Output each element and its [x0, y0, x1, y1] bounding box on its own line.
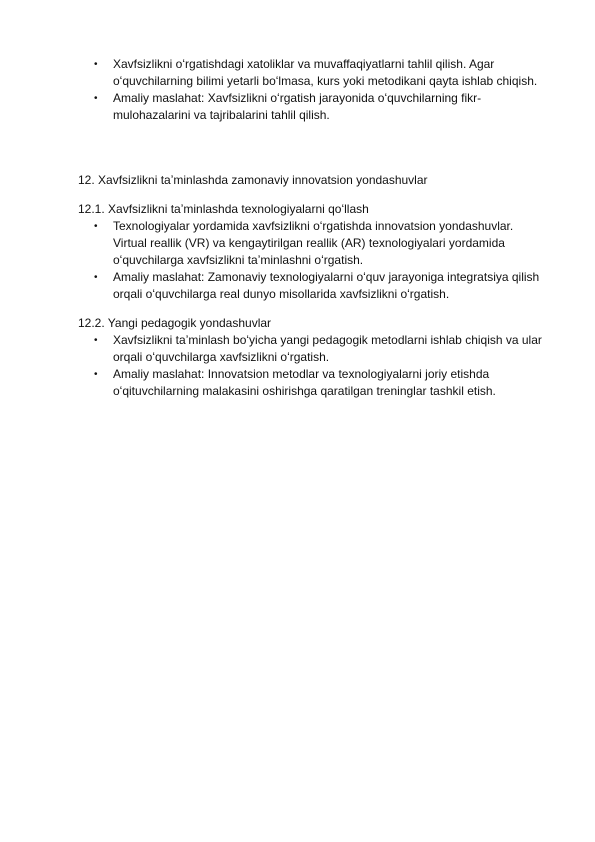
list-item: [78, 366, 550, 400]
bullet-list-12-1: [78, 218, 550, 303]
list-item: [78, 90, 550, 124]
watermark-tile: [40, 580, 158, 640]
bullet-glyph: •: [94, 335, 98, 346]
list-item-text: Texnologiyalar yordamida xavfsizlikni oʻrgatishda innovatsion yondashuvlar. Virtual reallik (VR) va kengaytirilgan reallik (AR) texnologiyalari yordamida oʻquvchilarga xavfsizlikni taʼminlashni oʻrgatish.: [113, 219, 514, 267]
watermark-tile: [190, 580, 308, 640]
list-item: [78, 332, 550, 366]
bullet-glyph: •: [94, 59, 98, 70]
document-body: [78, 56, 550, 400]
list-item-text: Xavfsizlikni taʼminlash boʻyicha yangi pedagogik metodlarni ishlab chiqish va ular orqali oʻquvchilarga xavfsizlikni oʻrgatish.: [113, 333, 542, 364]
list-item-text: Xavfsizlikni oʻrgatishdagi xatoliklar va muvaffaqiyatlarni tahlil qilish. Agar oʻquvchilarning bilimi yetarli boʻlmasa, kurs yoki metodikani qayta ishlab chiqish.: [113, 57, 538, 88]
list-item-text: Amaliy maslahat: Xavfsizlikni oʻrgatish jarayonida oʻquvchilarning fikr-mulohazalarini va tajribalarini tahlil qilish.: [113, 91, 482, 122]
watermark-tile: [40, 720, 158, 780]
subsection-heading-12-2: 12.2. Yangi pedagogik yondashuvlar: [78, 316, 272, 330]
list-item: [78, 56, 550, 90]
bullet-glyph: •: [94, 369, 98, 380]
bullet-glyph: •: [94, 93, 98, 104]
watermark-tile: [340, 720, 458, 780]
watermark-tile: [340, 580, 458, 640]
list-item: [78, 269, 550, 303]
watermark-tile: [340, 440, 458, 500]
list-item-text: Amaliy maslahat: Zamonaviy texnologiyalarni oʻquv jarayoniga integratsiya qilish orqali oʻquvchilarga real dunyo misollarida xavfsizlikni oʻrgatish.: [113, 270, 540, 301]
bullet-glyph: •: [94, 221, 98, 232]
watermark-tile: [190, 440, 308, 500]
bullet-list-top: [78, 56, 550, 124]
subsection-heading-12-1: 12.1. Xavfsizlikni taʼminlashda texnologiyalarni qoʻllash: [78, 202, 369, 216]
watermark-tile: [40, 440, 158, 500]
section-heading-12: 12. Xavfsizlikni taʼminlashda zamonaviy innovatsion yondashuvlar: [78, 173, 428, 187]
bullet-list-12-2: [78, 332, 550, 400]
bullet-glyph: •: [94, 272, 98, 283]
list-item: [78, 218, 550, 269]
list-item-text: Amaliy maslahat: Innovatsion metodlar va texnologiyalarni joriy etishda oʻqituvchilarning malakasini oshirishga qaratilgan treninglar tashkil etish.: [113, 367, 496, 398]
watermark-tile: [190, 720, 308, 780]
